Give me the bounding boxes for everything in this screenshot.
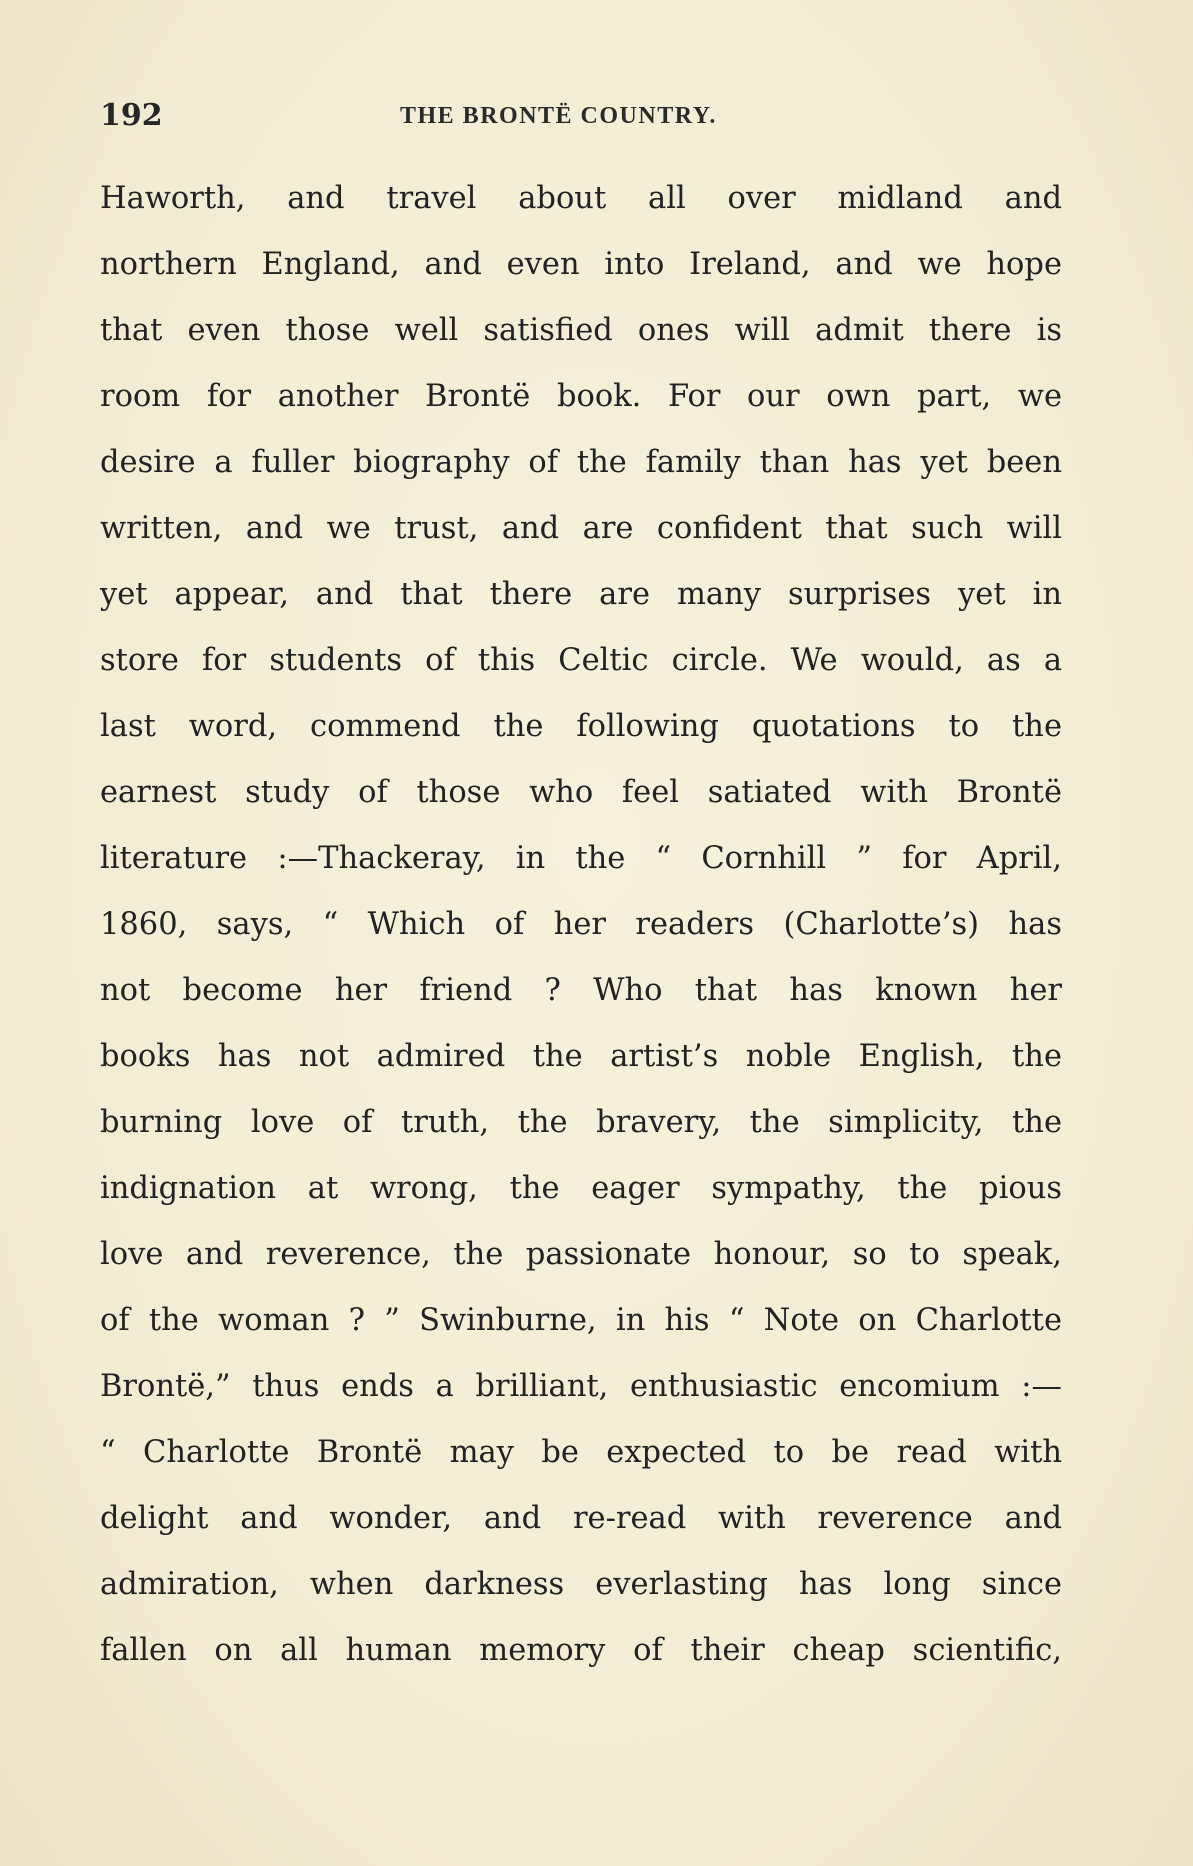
running-head: THE BRONTË COUNTRY. (400, 103, 717, 129)
text-line: that even those well satisfied ones will admit there is (100, 313, 1062, 348)
text-line: written, and we trust, and are confident that such will (100, 511, 1062, 546)
text-line: indignation at wrong, the eager sympathy, the pious (100, 1171, 1062, 1206)
text-line: yet appear, and that there are many surprises yet in (100, 577, 1062, 612)
text-line: “ Charlotte Brontë may be expected to be read with (100, 1435, 1062, 1470)
text-line: admiration, when darkness everlasting has long since (100, 1567, 1062, 1602)
text-line: love and reverence, the passionate honour, so to speak, (100, 1237, 1062, 1272)
text-line: store for students of this Celtic circle. We would, as a (100, 643, 1062, 678)
text-line: books has not admired the artist’s noble English, the (100, 1039, 1062, 1074)
page-number: 192 (100, 98, 163, 133)
body-text (100, 166, 1062, 1684)
text-line: delight and wonder, and re-read with reverence and (100, 1501, 1062, 1536)
text-line: Brontë,” thus ends a brilliant, enthusiastic encomium :— (100, 1369, 1062, 1404)
text-line: northern England, and even into Ireland, and we hope (100, 247, 1062, 282)
text-line: of the woman ? ” Swinburne, in his “ Note on Charlotte (100, 1303, 1062, 1338)
text-line: 1860, says, “ Which of her readers (Charlotte’s) has (100, 907, 1062, 942)
text-line: not become her friend ? Who that has known her (100, 973, 1062, 1008)
text-line: literature :—Thackeray, in the “ Cornhill ” for April, (100, 841, 1062, 876)
text-line: burning love of truth, the bravery, the simplicity, the (100, 1105, 1062, 1140)
text-line: earnest study of those who feel satiated with Brontë (100, 775, 1062, 810)
text-line: last word, commend the following quotations to the (100, 709, 1062, 744)
text-line: fallen on all human memory of their cheap scientific, (100, 1633, 1062, 1668)
page-header (100, 92, 1062, 140)
text-line: room for another Brontë book. For our own part, we (100, 379, 1062, 414)
text-line: desire a fuller biography of the family than has yet been (100, 445, 1062, 480)
text-line: Haworth, and travel about all over midland and (100, 181, 1062, 216)
